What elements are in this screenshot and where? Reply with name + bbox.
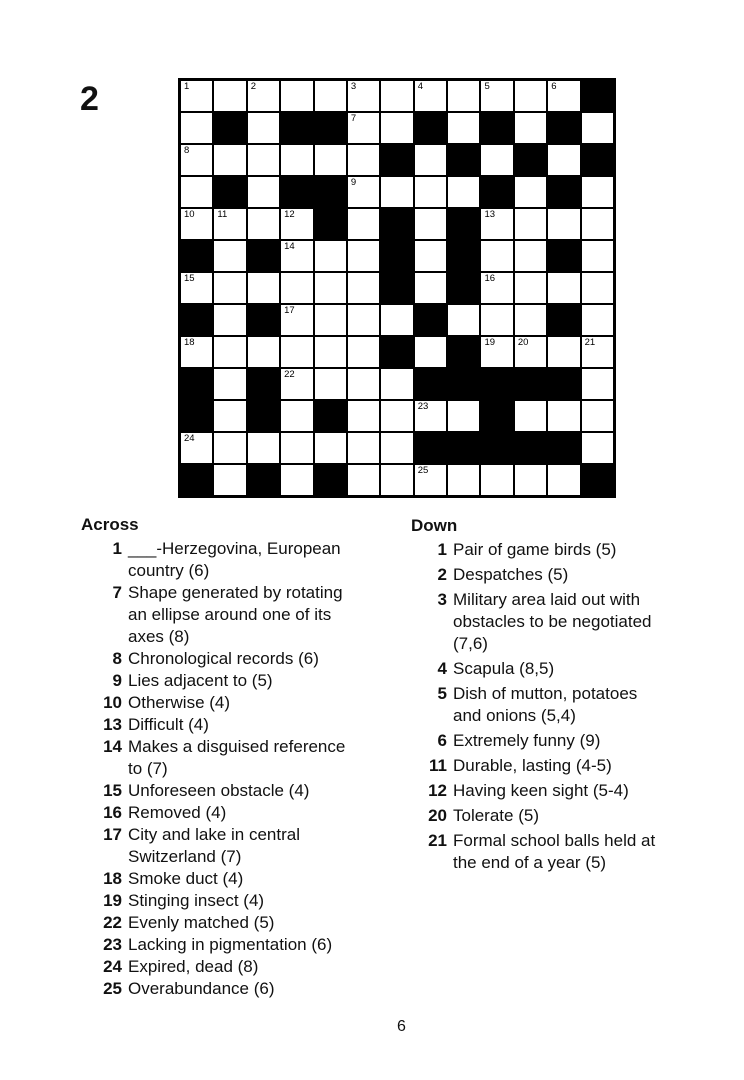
grid-cell[interactable]: [381, 433, 412, 463]
grid-cell[interactable]: [515, 81, 546, 111]
grid-cell[interactable]: [214, 465, 245, 495]
down-clue: [412, 539, 732, 561]
clue-text: Overabundance (6): [128, 979, 275, 998]
grid-cell[interactable]: [315, 337, 346, 367]
grid-cell[interactable]: [248, 433, 279, 463]
grid-cell[interactable]: [481, 337, 512, 367]
cell-number: 18: [184, 337, 195, 348]
grid-cell[interactable]: [582, 177, 613, 207]
clue-number: 2: [437, 565, 447, 584]
grid-cell[interactable]: [348, 113, 379, 143]
across-clue: [80, 780, 380, 802]
grid-cell[interactable]: [315, 145, 346, 175]
grid-cell[interactable]: [281, 433, 312, 463]
grid-cell[interactable]: [348, 81, 379, 111]
grid-cell[interactable]: [348, 177, 379, 207]
grid-cell[interactable]: [248, 209, 279, 239]
clue-text: Smoke duct (4): [128, 869, 244, 888]
grid-block: [314, 400, 347, 432]
clue-number: 6: [437, 731, 447, 750]
clue-number: 20: [428, 806, 447, 825]
grid-cell[interactable]: [515, 305, 546, 335]
grid-block: [447, 368, 480, 400]
grid-block: [314, 176, 347, 208]
grid-block: [213, 176, 246, 208]
grid-cell[interactable]: [481, 209, 512, 239]
grid-cell[interactable]: [248, 273, 279, 303]
clue-number: 12: [428, 781, 447, 800]
across-clue: [80, 692, 380, 714]
grid-cell[interactable]: [582, 337, 613, 367]
across-clue: [80, 714, 380, 736]
clue-text: Unforeseen obstacle (4): [128, 781, 310, 800]
across-heading: Across: [81, 515, 139, 534]
cell-number: 4: [417, 81, 423, 92]
cell-number: 12: [284, 209, 295, 220]
cell-number: 22: [284, 369, 295, 380]
grid-block: [480, 368, 513, 400]
grid-block: [547, 304, 580, 336]
grid-block: [447, 336, 480, 368]
grid-cell[interactable]: [515, 113, 546, 143]
crossword-grid: [178, 78, 616, 498]
grid-block: [447, 144, 480, 176]
grid-cell[interactable]: [582, 401, 613, 431]
clue-number: 10: [103, 693, 122, 712]
cell-number: 25: [417, 465, 429, 476]
cell-number: 15: [184, 273, 195, 284]
cell-number: 14: [284, 241, 295, 252]
grid-cell[interactable]: [181, 433, 212, 463]
grid-block: [414, 304, 447, 336]
clue-text: Despatches (5): [453, 565, 569, 584]
grid-cell[interactable]: [181, 209, 212, 239]
across-clue: [80, 802, 380, 824]
grid-cell[interactable]: [381, 113, 412, 143]
clue-text: Otherwise (4): [128, 693, 231, 712]
grid-block: [247, 400, 280, 432]
grid-cell[interactable]: [548, 145, 579, 175]
grid-block: [247, 368, 280, 400]
grid-cell[interactable]: [415, 241, 446, 271]
across-clue-list: [80, 538, 380, 1000]
down-clue: [412, 755, 732, 777]
grid-cell[interactable]: [281, 273, 312, 303]
grid-cell[interactable]: [214, 145, 245, 175]
grid-block: [547, 240, 580, 272]
grid-block: [314, 112, 347, 144]
grid-cell[interactable]: [515, 465, 546, 495]
cell-number: 17: [284, 305, 295, 316]
cell-number: 9: [350, 177, 357, 188]
clue-number: 15: [103, 781, 122, 800]
grid-cell[interactable]: [582, 273, 613, 303]
grid-block: [380, 144, 413, 176]
grid-cell[interactable]: [248, 337, 279, 367]
across-clue: [80, 934, 380, 956]
clue-number: 4: [437, 659, 447, 678]
cell-number: 3: [350, 81, 357, 92]
clue-text: ___-Herzegovina, European country (6): [128, 539, 341, 580]
grid-cell[interactable]: [248, 113, 279, 143]
grid-block: [480, 400, 513, 432]
grid-cell[interactable]: [214, 337, 245, 367]
across-clue: [80, 582, 380, 648]
down-heading: Down: [411, 516, 458, 535]
grid-block: [480, 112, 513, 144]
grid-cell[interactable]: [415, 209, 446, 239]
clue-number: 14: [103, 737, 122, 756]
clue-text: Military area laid out with obstacles to be negotiated (7,6): [453, 590, 652, 653]
clue-text: Lies adjacent to (5): [128, 671, 273, 690]
grid-cell[interactable]: [481, 241, 512, 271]
cell-number: 5: [484, 81, 490, 92]
grid-cell[interactable]: [281, 369, 312, 399]
grid-block: [547, 368, 580, 400]
grid-block: [447, 208, 480, 240]
grid-cell[interactable]: [248, 145, 279, 175]
cell-number: 2: [250, 81, 257, 92]
grid-cell[interactable]: [582, 241, 613, 271]
grid-block: [213, 112, 246, 144]
grid-block: [180, 368, 213, 400]
clue-text: Removed (4): [128, 803, 227, 822]
grid-cell[interactable]: [315, 81, 346, 111]
cell-number: 19: [484, 337, 496, 348]
grid-cell[interactable]: [281, 401, 312, 431]
grid-block: [314, 208, 347, 240]
grid-cell[interactable]: [515, 177, 546, 207]
down-clue: [412, 589, 732, 655]
grid-cell[interactable]: [548, 81, 579, 111]
grid-cell[interactable]: [415, 81, 446, 111]
clue-text: Formal school balls held at the end of a year (5): [453, 831, 656, 872]
grid-cell[interactable]: [348, 241, 379, 271]
grid-cell[interactable]: [515, 273, 546, 303]
cell-number: 20: [517, 337, 529, 348]
grid-cell[interactable]: [481, 465, 512, 495]
grid-cell[interactable]: [381, 81, 412, 111]
grid-cell[interactable]: [348, 369, 379, 399]
grid-cell[interactable]: [448, 465, 479, 495]
grid-cell[interactable]: [381, 401, 412, 431]
grid-block: [414, 112, 447, 144]
grid-cell[interactable]: [315, 369, 346, 399]
grid-cell[interactable]: [248, 81, 279, 111]
grid-cell[interactable]: [348, 145, 379, 175]
grid-cell[interactable]: [448, 401, 479, 431]
down-clue: [412, 564, 732, 586]
grid-cell[interactable]: [448, 305, 479, 335]
clue-number: 3: [437, 590, 447, 609]
clue-number: 21: [428, 831, 447, 850]
cell-number: 16: [484, 273, 496, 284]
grid-block: [547, 176, 580, 208]
cell-number: 23: [417, 401, 429, 412]
grid-cell[interactable]: [415, 337, 446, 367]
grid-cell[interactable]: [281, 209, 312, 239]
grid-cell[interactable]: [548, 401, 579, 431]
grid-cell[interactable]: [515, 209, 546, 239]
grid-block: [581, 144, 614, 176]
grid-block: [447, 432, 480, 464]
clue-number: 1: [437, 540, 447, 559]
clue-text: Chronological records (6): [128, 649, 319, 668]
grid-block: [547, 112, 580, 144]
grid-block: [280, 112, 313, 144]
clue-number: 16: [103, 803, 122, 822]
grid-cell[interactable]: [281, 337, 312, 367]
puzzle-number: 2: [80, 80, 99, 118]
grid-cell[interactable]: [415, 177, 446, 207]
cell-number: 1: [184, 81, 190, 92]
down-clue: [412, 805, 732, 827]
clue-number: 17: [103, 825, 122, 844]
cell-number: 11: [217, 209, 228, 220]
clue-text: Difficult (4): [128, 715, 209, 734]
grid-block: [180, 304, 213, 336]
grid-cell[interactable]: [315, 433, 346, 463]
grid-cell[interactable]: [515, 241, 546, 271]
cell-number: 10: [184, 209, 195, 220]
clue-number: 19: [103, 891, 122, 910]
grid-cell[interactable]: [315, 305, 346, 335]
grid-block: [380, 208, 413, 240]
cell-number: 13: [484, 209, 496, 220]
clue-text: City and lake in central Switzerland (7): [128, 825, 300, 866]
grid-cell[interactable]: [582, 369, 613, 399]
clue-number: 25: [103, 979, 122, 998]
grid-block: [414, 368, 447, 400]
grid-block: [247, 240, 280, 272]
page-number: 6: [397, 1018, 406, 1035]
grid-cell[interactable]: [582, 305, 613, 335]
clue-number: 18: [103, 869, 122, 888]
grid-block: [547, 432, 580, 464]
grid-cell[interactable]: [348, 337, 379, 367]
grid-block: [180, 240, 213, 272]
grid-cell[interactable]: [214, 273, 245, 303]
grid-cell[interactable]: [548, 209, 579, 239]
grid-cell[interactable]: [348, 465, 379, 495]
clue-number: 13: [103, 715, 122, 734]
grid-cell[interactable]: [548, 465, 579, 495]
grid-cell[interactable]: [415, 273, 446, 303]
grid-cell[interactable]: [348, 273, 379, 303]
grid-cell[interactable]: [448, 177, 479, 207]
clue-text: Scapula (8,5): [453, 659, 555, 678]
grid-cell[interactable]: [181, 273, 212, 303]
down-clue: [412, 730, 732, 752]
grid-block: [581, 80, 614, 112]
cell-number: 8: [184, 145, 190, 156]
grid-cell[interactable]: [582, 433, 613, 463]
grid-cell[interactable]: [315, 273, 346, 303]
clue-text: Shape generated by rotating an ellipse around one of its axes (8): [128, 583, 343, 646]
grid-cell[interactable]: [515, 337, 546, 367]
grid-cell[interactable]: [481, 145, 512, 175]
grid-block: [581, 464, 614, 496]
across-clue: [80, 978, 380, 1000]
grid-cell[interactable]: [181, 145, 212, 175]
grid-cell[interactable]: [281, 305, 312, 335]
grid-block: [247, 464, 280, 496]
grid-cell[interactable]: [548, 337, 579, 367]
across-clue: [80, 824, 380, 868]
clue-text: Having keen sight (5-4): [453, 781, 629, 800]
grid-cell[interactable]: [214, 305, 245, 335]
clue-text: Tolerate (5): [453, 806, 539, 825]
grid-cell[interactable]: [548, 273, 579, 303]
clue-text: Durable, lasting (4-5): [453, 756, 612, 775]
grid-cell[interactable]: [214, 433, 245, 463]
clue-number: 23: [103, 935, 122, 954]
grid-block: [180, 400, 213, 432]
clue-text: Dish of mutton, potatoes and onions (5,4): [453, 684, 638, 725]
grid-cell[interactable]: [448, 81, 479, 111]
grid-cell[interactable]: [348, 305, 379, 335]
grid-cell[interactable]: [481, 81, 512, 111]
grid-cell[interactable]: [214, 209, 245, 239]
grid-cell[interactable]: [281, 145, 312, 175]
grid-block: [414, 432, 447, 464]
across-clue: [80, 670, 380, 692]
clue-text: Pair of game birds (5): [453, 540, 617, 559]
cell-number: 21: [584, 337, 596, 348]
down-clue: [412, 830, 732, 874]
cell-number: 24: [184, 433, 195, 444]
across-clue: [80, 736, 380, 780]
grid-cell[interactable]: [348, 401, 379, 431]
clue-text: Evenly matched (5): [128, 913, 275, 932]
down-clue-list: [412, 539, 732, 877]
cell-number: 7: [350, 113, 357, 124]
grid-block: [314, 464, 347, 496]
grid-cell[interactable]: [582, 113, 613, 143]
clue-number: 7: [112, 583, 122, 602]
grid-cell[interactable]: [214, 81, 245, 111]
grid-block: [280, 176, 313, 208]
across-clue: [80, 538, 380, 582]
grid-cell[interactable]: [348, 433, 379, 463]
grid-cell[interactable]: [315, 241, 346, 271]
grid-cell[interactable]: [381, 369, 412, 399]
grid-cell[interactable]: [381, 177, 412, 207]
across-clue: [80, 648, 380, 670]
grid-cell[interactable]: [214, 369, 245, 399]
grid-block: [514, 144, 547, 176]
grid-cell[interactable]: [481, 305, 512, 335]
grid-cell[interactable]: [481, 273, 512, 303]
grid-cell[interactable]: [214, 401, 245, 431]
clue-text: Lacking in pigmentation (6): [128, 935, 333, 954]
grid-block: [480, 432, 513, 464]
clue-text: Expired, dead (8): [128, 957, 259, 976]
grid-cell[interactable]: [415, 465, 446, 495]
grid-block: [180, 464, 213, 496]
clue-number: 24: [103, 957, 122, 976]
grid-cell[interactable]: [281, 241, 312, 271]
clue-number: 9: [112, 671, 122, 690]
clue-number: 22: [103, 913, 122, 932]
across-clue: [80, 868, 380, 890]
clue-number: 5: [437, 684, 447, 703]
grid-block: [514, 432, 547, 464]
grid-block: [380, 336, 413, 368]
grid-cell[interactable]: [281, 465, 312, 495]
clue-text: Stinging insect (4): [128, 891, 265, 910]
clue-text: Extremely funny (9): [453, 731, 601, 750]
clue-number: 1: [112, 539, 122, 558]
grid-cell[interactable]: [248, 177, 279, 207]
clue-number: 8: [112, 649, 122, 668]
across-clue: [80, 956, 380, 978]
grid-cell[interactable]: [415, 401, 446, 431]
grid-block: [514, 368, 547, 400]
grid-cell[interactable]: [181, 81, 212, 111]
grid-block: [380, 240, 413, 272]
clue-text: Makes a disguised reference to (7): [128, 737, 346, 778]
across-clue: [80, 912, 380, 934]
grid-block: [447, 272, 480, 304]
grid-cell[interactable]: [381, 305, 412, 335]
grid-cell[interactable]: [348, 209, 379, 239]
cell-number: 6: [551, 81, 557, 92]
down-clue: [412, 658, 732, 680]
grid-cell[interactable]: [181, 113, 212, 143]
grid-cell[interactable]: [582, 209, 613, 239]
grid-cell[interactable]: [415, 145, 446, 175]
grid-cell[interactable]: [181, 337, 212, 367]
grid-block: [480, 176, 513, 208]
grid-block: [380, 272, 413, 304]
across-clue: [80, 890, 380, 912]
down-clue: [412, 780, 732, 802]
clue-number: 11: [429, 756, 447, 775]
grid-cell[interactable]: [448, 113, 479, 143]
grid-cell[interactable]: [281, 81, 312, 111]
grid-block: [247, 304, 280, 336]
down-clue: [412, 683, 732, 727]
grid-block: [447, 240, 480, 272]
grid-cell[interactable]: [181, 177, 212, 207]
grid-cell[interactable]: [214, 241, 245, 271]
grid-cell[interactable]: [381, 465, 412, 495]
grid-cell[interactable]: [515, 401, 546, 431]
